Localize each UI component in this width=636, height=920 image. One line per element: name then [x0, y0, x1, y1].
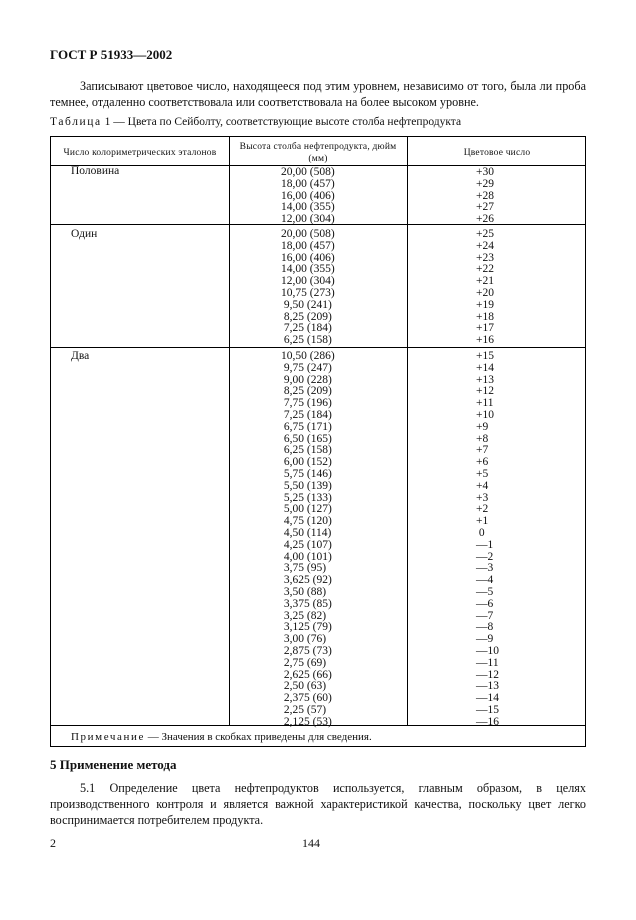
- height-value: 3,625 (92): [281, 574, 332, 587]
- column-header-height: Высота столба нефтепродукта, дюйм (мм): [239, 142, 397, 164]
- height-value: 6,25 (158): [281, 444, 332, 457]
- height-value: 20,00 (508): [281, 228, 335, 240]
- height-value: 4,00 (101): [281, 550, 332, 563]
- height-value: 5,50 (139): [281, 479, 332, 492]
- note-text: — Значения в скобках приведены для сведения.: [144, 731, 372, 743]
- heights-one: [281, 229, 335, 347]
- height-value: 4,25 (107): [281, 538, 332, 551]
- height-value: 5,00 (127): [281, 503, 332, 516]
- height-value: 2,125 (53): [281, 715, 332, 728]
- height-value: 9,00 (228): [281, 373, 332, 386]
- height-value: 6,00 (152): [281, 456, 332, 469]
- color-number-value: +19: [476, 298, 494, 311]
- color-number-value: +5: [476, 467, 489, 480]
- color-number-value: +1: [476, 515, 489, 528]
- column-divider: [407, 137, 408, 725]
- group-label-one: Один: [71, 228, 98, 240]
- height-value: 18,00 (457): [281, 177, 335, 190]
- color-number-value: +26: [476, 213, 494, 226]
- height-value: 2,625 (66): [281, 668, 332, 681]
- height-value: 4,50 (114): [281, 526, 332, 539]
- height-value: 2,50 (63): [281, 680, 327, 693]
- height-value: 8,25 (209): [281, 385, 332, 398]
- caption-text: 1 — Цвета по Сейболту, соответствующие высоте столба нефтепродукта: [101, 116, 462, 128]
- height-value: 3,25 (82): [281, 609, 327, 622]
- height-value: 2,75 (69): [281, 656, 327, 669]
- numbers-two: [476, 351, 499, 729]
- height-value: 14,00 (355): [281, 201, 335, 214]
- color-number-value: —13: [476, 680, 499, 693]
- page-number-left: 2: [50, 836, 56, 850]
- height-value: 4,75 (120): [281, 515, 332, 528]
- height-value: 5,75 (146): [281, 467, 332, 480]
- color-number-value: +4: [476, 479, 489, 492]
- color-number-value: +20: [476, 286, 494, 299]
- color-number-value: +28: [476, 189, 494, 202]
- height-value: 7,25 (184): [281, 322, 332, 335]
- group-label-two: Два: [71, 350, 90, 362]
- color-number-value: —2: [476, 550, 494, 563]
- height-value: 5,25 (133): [281, 491, 332, 504]
- color-number-value: —16: [476, 715, 499, 728]
- color-number-value: +24: [476, 239, 494, 252]
- color-number-value: +6: [476, 456, 489, 469]
- color-number-value: +7: [476, 444, 489, 457]
- color-number-value: +29: [476, 177, 494, 190]
- color-number-value: 0: [476, 526, 485, 539]
- color-number-value: +13: [476, 373, 494, 386]
- group-label-half: Половина: [71, 165, 120, 177]
- height-value: 8,25 (209): [281, 310, 332, 323]
- height-value: 10,50 (286): [281, 350, 335, 362]
- height-value: 3,00 (76): [281, 633, 327, 646]
- color-number-value: +3: [476, 491, 489, 504]
- color-number-value: +22: [476, 263, 494, 276]
- height-value: 14,00 (355): [281, 263, 335, 276]
- caption-prefix: Таблица: [50, 116, 102, 128]
- color-number-value: —6: [476, 597, 494, 610]
- color-number-value: +8: [476, 432, 489, 445]
- color-number-value: —7: [476, 609, 494, 622]
- color-number-value: +15: [476, 350, 494, 362]
- table-caption: [50, 116, 461, 128]
- color-number-value: —5: [476, 585, 494, 598]
- color-number-value: +10: [476, 408, 494, 421]
- height-value: 2,375 (60): [281, 692, 332, 705]
- color-number-value: —15: [476, 703, 499, 716]
- height-value: 6,25 (158): [281, 334, 332, 347]
- color-number-value: +30: [476, 166, 494, 178]
- color-number-value: +21: [476, 275, 494, 288]
- group-divider: [51, 347, 585, 348]
- height-value: 10,75 (273): [281, 286, 335, 299]
- height-value: 7,75 (196): [281, 397, 332, 410]
- paragraph-5-1: 5.1 Определение цвета нефтепродуктов используется, главным образом, в целях производственного контроля и является важной характеристикой качества, поскольку цвет легко воспринимается потребителем продукта.: [50, 781, 586, 827]
- color-number-value: +17: [476, 322, 494, 335]
- color-number-value: +2: [476, 503, 489, 516]
- color-number-value: —14: [476, 692, 499, 705]
- height-value: 3,75 (95): [281, 562, 327, 575]
- color-number-value: —1: [476, 538, 494, 551]
- height-value: 12,00 (304): [281, 275, 335, 288]
- height-value: 3,50 (88): [281, 585, 327, 598]
- color-number-value: +11: [476, 397, 494, 410]
- height-value: 20,00 (508): [281, 166, 335, 178]
- seybolt-color-table: [50, 136, 586, 747]
- height-value: 3,375 (85): [281, 597, 332, 610]
- numbers-half: [476, 167, 494, 226]
- color-number-value: —12: [476, 668, 499, 681]
- color-number-value: +9: [476, 420, 489, 433]
- intro-paragraph: Записывают цветовое число, находящееся под этим уровнем, независимо от того, была ли проба темнее, отдаленно соответствовала или соответствовала на более высоком уровне.: [50, 79, 586, 109]
- color-number-value: —8: [476, 621, 494, 634]
- document-header: ГОСТ Р 51933—2002: [50, 47, 173, 62]
- color-number-value: +12: [476, 385, 494, 398]
- height-value: 18,00 (457): [281, 239, 335, 252]
- color-number-value: +23: [476, 251, 494, 264]
- height-value: 6,75 (171): [281, 420, 332, 433]
- heights-half: [281, 167, 335, 226]
- height-value: 2,875 (73): [281, 644, 332, 657]
- heights-two: [281, 351, 335, 729]
- column-header-standards: Число колориметрических эталонов: [63, 148, 217, 158]
- column-header-color-number: Цветовое число: [463, 148, 531, 158]
- height-value: 9,75 (247): [281, 361, 332, 374]
- height-value: 16,00 (406): [281, 251, 335, 264]
- height-value: 9,50 (241): [281, 298, 332, 311]
- color-number-value: —4: [476, 574, 494, 587]
- color-number-value: —10: [476, 644, 499, 657]
- color-number-value: —9: [476, 633, 494, 646]
- page-number-center: 144: [302, 836, 320, 850]
- color-number-value: +18: [476, 310, 494, 323]
- height-value: 16,00 (406): [281, 189, 335, 202]
- height-value: 2,25 (57): [281, 703, 327, 716]
- color-number-value: +27: [476, 201, 494, 214]
- color-number-value: +16: [476, 334, 494, 347]
- table-note: [71, 731, 372, 743]
- color-number-value: +14: [476, 361, 494, 374]
- height-value: 7,25 (184): [281, 408, 332, 421]
- color-number-value: —3: [476, 562, 494, 575]
- section-title: 5 Применение метода: [50, 757, 177, 772]
- height-value: 12,00 (304): [281, 213, 335, 226]
- color-number-value: —11: [476, 656, 499, 669]
- column-divider: [229, 137, 230, 725]
- height-value: 6,50 (165): [281, 432, 332, 445]
- height-value: 3,125 (79): [281, 621, 332, 634]
- color-number-value: +25: [476, 228, 494, 240]
- note-prefix: Примечание: [71, 731, 145, 743]
- numbers-one: [476, 229, 494, 347]
